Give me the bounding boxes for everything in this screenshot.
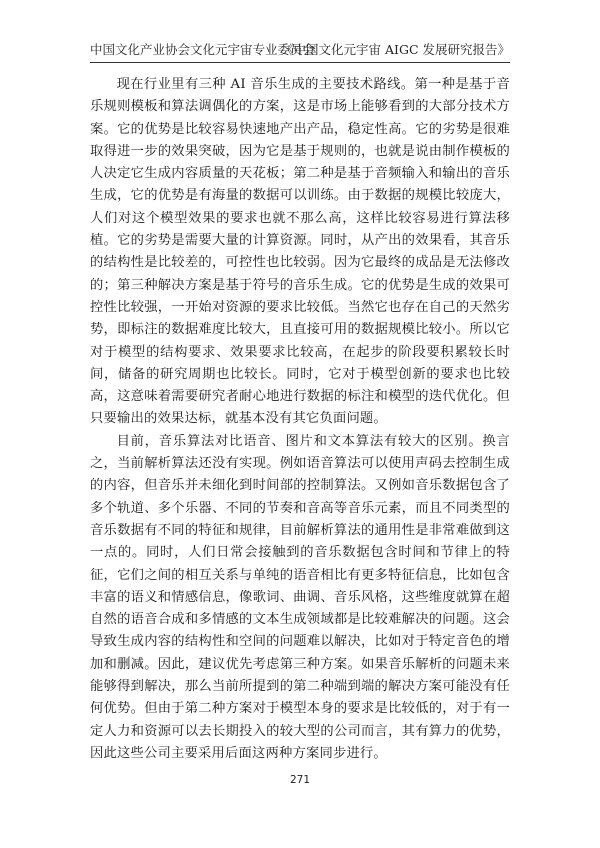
- page-number: 271: [289, 774, 311, 786]
- header-organization: 中国文化产业协会文化元宇宙专业委员会: [90, 42, 316, 57]
- page-header: [90, 40, 510, 60]
- header-divider: [90, 62, 510, 63]
- paragraph-2: 目前，音乐算法对比语音、图片和文本算法有较大的区别。换言之，当前解析算法还没有实现。例如语音算法可以使用声码去控制生成的内容，但音乐并未细化到时间部的控制算法。又例如音乐数据包含了多个轨道、多个乐器、不同的节奏和音高等音乐元素，而且不同类型的音乐数据有不同的特征和规律，目前解析算法的通用性是非常难做到这一点的。同时，人们日常会接触到的音乐数据包含时间和节律上的特征，它们之间的相互关系与单纯的语音相比有更多特征信息，比如包含丰富的语义和情感信息，像歌词、曲调、音乐风格，这些维度就算在超自然的语音合成和多情感的文本生成领域都是比较难解决的问题。这会导致生成内容的结构性和空间的问题难以解决，比如对于特定音色的增加和删减。因此，建议优先考虑第三种方案。如果音乐解析的问题未来能够得到解决，那么当前所提到的第二种端到端的解决方案可能没有任何优势。但由于第二种方案对于模型本身的要求是比较低的，对于有一定人力和资源可以去长期投入的较大型的公司而言，其有算力的优势，因此这些公司主要采用后面这两种方案同步进行。: [90, 433, 510, 761]
- header-report-title: 《中国文化元宇宙 AIGC 发展研究报告》: [281, 42, 510, 57]
- paragraph-1: 现在行业里有三种 AI 音乐生成的主要技术路线。第一种是基于音乐规则模板和算法调偶化的方案，这是市场上能够看到的大部分技术方案。它的优势是比较容易快速地产出产品，稳定性高。它的劣势是很难取得进一步的效果突破，因为它是基于规则的，也就是说由制作模板的人决定它生成内容质量的天花板；第二种是基于音频输入和输出的音乐生成，它的优势是有海量的数据可以训练。由于数据的规模比较庞大，人们对这个模型效果的要求也就不那么高，这样比较容易进行算法移植。它的劣势是需要大量的计算资源。同时，从产出的效果看，其音乐的结构性是比较差的，可控性也比较弱。因为它最终的成品是无法修改的；第三种解决方案是基于符号的音乐生成。它的优势是生成的效果可控性比较强，一开始对资源的要求比较低。当然它也存在自己的天然劣势，即标注的数据难度比较大，且直接可用的数据规模比较小。所以它对于模型的结构要求、效果要求比较高，在起步的阶段要积累较长时间，储备的研究周期也比较长。同时，它对于模型创新的要求也比较高，这意味着需要研究者耐心地进行数据的标注和模型的迭代优化。但只要输出的效果达标，就基本没有其它负面问题。: [90, 77, 510, 427]
- body-text: [90, 74, 510, 765]
